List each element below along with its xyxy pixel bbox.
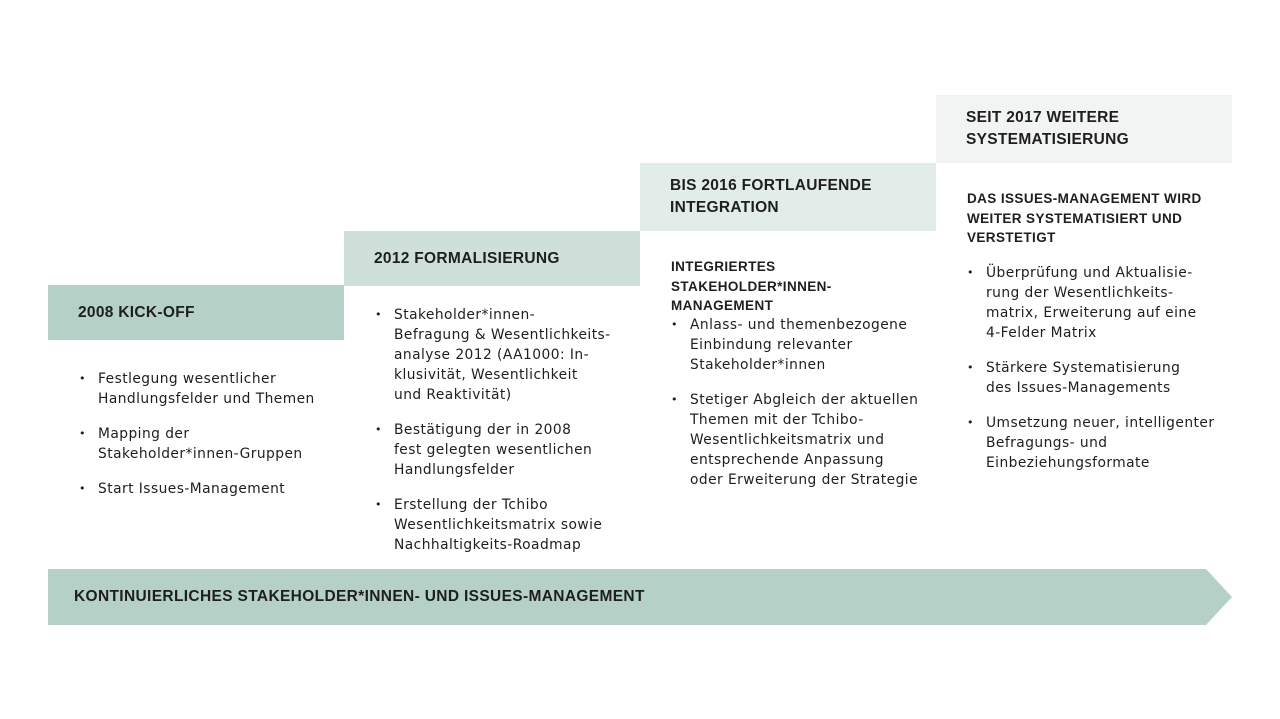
stage-2-title: 2012 FORMALISIERUNG — [374, 249, 560, 267]
stage-3-bullet-list — [671, 315, 933, 505]
stage-4-bullet: • Stärkere Systematisierung des Issues-Managements — [967, 358, 1229, 398]
stage-4-header — [936, 95, 1232, 163]
stage-4-subtitle: DAS ISSUES-MANAGEMENT WIRD WEITER SYSTEMATISIERT UND VERSTETIGT — [967, 191, 1202, 245]
arrow-label: KONTINUIERLICHES STAKEHOLDER*INNEN- UND ISSUES-MANAGEMENT — [74, 588, 645, 605]
stage-4-bullet: • Überprüfung und Aktualisie- rung der Wesentlichkeits- matrix, Erweiterung auf eine 4-Felder Matrix — [967, 263, 1229, 343]
stage-3-bullet: • Anlass- und themenbezogene Einbindung relevanter Stakeholder*innen — [671, 315, 933, 375]
stage-1-bullet: • Mapping der Stakeholder*innen-Gruppen — [79, 424, 339, 464]
stage-4-title: SEIT 2017 WEITERE SYSTEMATISIERUNG — [966, 109, 1129, 148]
stage-4-bullet-list — [967, 263, 1229, 488]
stage-2-bullet: • Bestätigung der in 2008 fest gelegten wesentlichen Handlungsfelder — [375, 420, 635, 480]
stage-3-header — [640, 163, 936, 231]
stage-1-bullet: • Festlegung wesentlicher Handlungsfelder und Themen — [79, 369, 339, 409]
stage-3-bullet: • Stetiger Abgleich der aktuellen Themen mit der Tchibo- Wesentlichkeitsmatrix und entsprechende Anpassung oder Erweiterung der Strategie — [671, 390, 933, 490]
stage-4-bullet: • Umsetzung neuer, intelligenter Befragungs- und Einbeziehungsformate — [967, 413, 1229, 473]
stage-3-subtitle: INTEGRIERTES STAKEHOLDER*INNEN- MANAGEMENT — [671, 259, 832, 313]
stage-1-title: 2008 KICK-OFF — [78, 303, 195, 321]
stage-1-bullet-list — [79, 369, 339, 514]
stage-2-bullet: • Erstellung der Tchibo Wesentlichkeitsmatrix sowie Nachhaltigkeits-Roadmap — [375, 495, 635, 555]
stage-1-header — [48, 285, 344, 340]
stage-2-header — [344, 231, 640, 286]
stage-2-bullet-list — [375, 305, 635, 570]
stage-2-bullet: • Stakeholder*innen- Befragung & Wesentlichkeits- analyse 2012 (AA1000: In- klusivität, Wesentlichkeit und Reaktivität) — [375, 305, 635, 405]
continuous-process-arrow — [48, 569, 1232, 625]
stage-1-bullet: • Start Issues-Management — [79, 479, 339, 499]
stage-3-title: BIS 2016 FORTLAUFENDE INTEGRATION — [670, 177, 872, 216]
